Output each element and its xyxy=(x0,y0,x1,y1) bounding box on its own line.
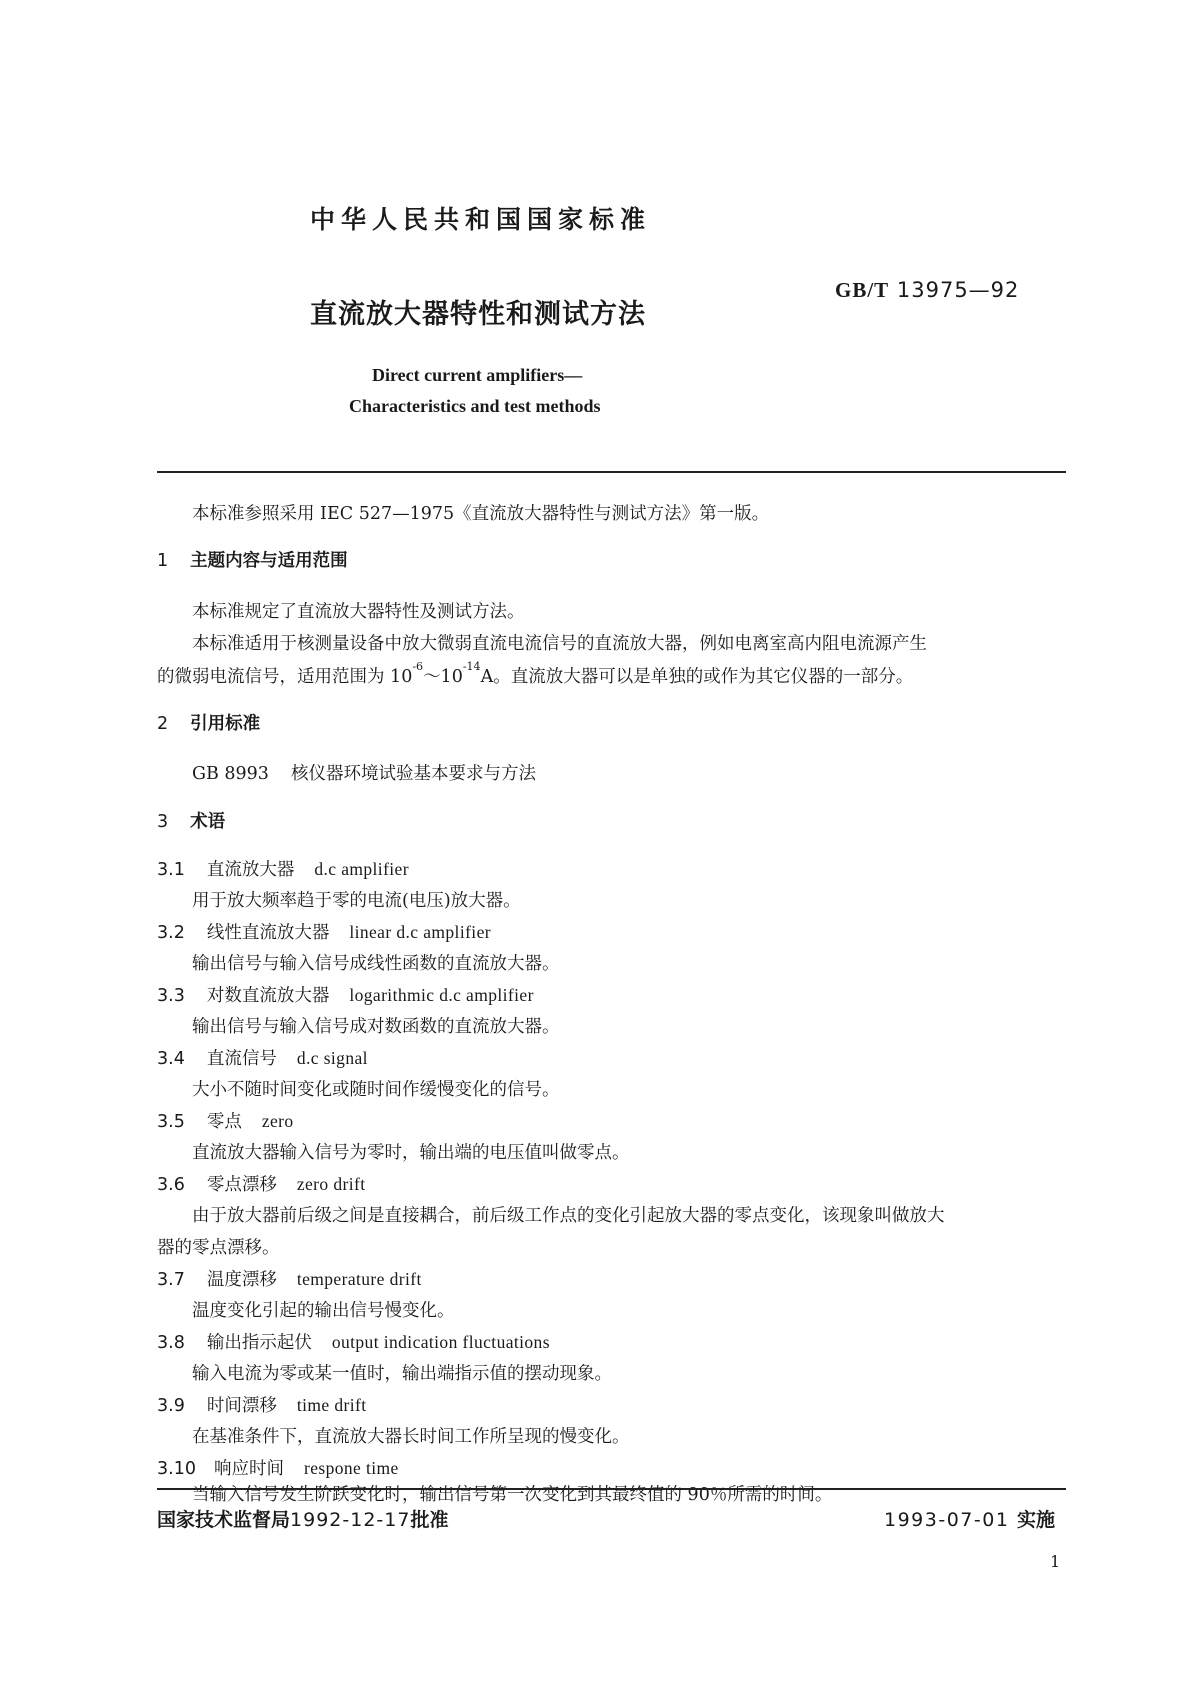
section-1-paragraph-1: 本标准规定了直流放大器特性及测试方法。 xyxy=(192,602,525,622)
term-3-6 xyxy=(157,1171,365,1196)
range-text-mid: ～10 xyxy=(423,667,463,687)
term-name-en: linear d.c amplifier xyxy=(349,922,491,942)
approval-date: 1992-12-17 xyxy=(290,1509,411,1531)
effective-word: 实施 xyxy=(1016,1509,1055,1531)
term-3-7-definition: 温度变化引起的输出信号慢变化。 xyxy=(192,1301,455,1321)
term-name-en: zero drift xyxy=(296,1174,366,1194)
national-standard-heading: 中华人民共和国国家标准 xyxy=(310,205,652,234)
term-name-en: zero xyxy=(261,1111,294,1131)
term-name-zh: 零点 xyxy=(206,1112,242,1132)
term-name-en: logarithmic d.c amplifier xyxy=(349,985,534,1005)
term-3-1-definition: 用于放大频率趋于零的电流(电压)放大器。 xyxy=(192,891,521,911)
reference-title: 核仪器环境试验基本要求与方法 xyxy=(290,764,536,784)
section-2-heading xyxy=(157,710,260,735)
page-number: 1 xyxy=(1050,1552,1061,1571)
term-3-2 xyxy=(157,919,491,944)
approval-line xyxy=(157,1505,448,1532)
section-1-heading xyxy=(157,547,348,572)
term-3-5 xyxy=(157,1108,294,1133)
term-number: 3.5 xyxy=(157,1112,185,1132)
term-3-4 xyxy=(157,1045,368,1070)
term-3-3 xyxy=(157,982,534,1007)
term-name-en: temperature drift xyxy=(296,1269,422,1289)
section-3-title: 术语 xyxy=(190,812,226,832)
section-1-number: 1 xyxy=(157,551,169,571)
term-name-en: d.c signal xyxy=(296,1048,368,1068)
term-3-3-definition: 输出信号与输入信号成对数函数的直流放大器。 xyxy=(192,1017,560,1037)
term-number: 3.8 xyxy=(157,1333,185,1353)
term-number: 3.2 xyxy=(157,923,185,943)
term-name-zh: 零点漂移 xyxy=(206,1175,277,1195)
term-number: 3.4 xyxy=(157,1049,185,1069)
section-2-number: 2 xyxy=(157,714,169,734)
approval-organization: 国家技术监督局 xyxy=(157,1509,291,1531)
document-title-zh: 直流放大器特性和测试方法 xyxy=(310,299,646,330)
standard-code-number: 13975—92 xyxy=(896,278,1020,302)
reference-code: GB 8993 xyxy=(192,764,269,784)
effective-line xyxy=(884,1505,1055,1532)
section-3-heading xyxy=(157,808,225,833)
term-number: 3.9 xyxy=(157,1396,185,1416)
term-3-9-definition: 在基准条件下，直流放大器长时间工作所呈现的慢变化。 xyxy=(192,1427,630,1447)
term-3-4-definition: 大小不随时间变化或随时间作缓慢变化的信号。 xyxy=(192,1080,560,1100)
normative-reference xyxy=(192,760,536,785)
section-3-number: 3 xyxy=(157,812,169,832)
term-3-7 xyxy=(157,1266,422,1291)
term-name-en: d.c amplifier xyxy=(314,859,409,879)
term-3-10 xyxy=(157,1455,399,1480)
range-exponent-high: -14 xyxy=(462,660,481,673)
term-number: 3.10 xyxy=(157,1459,196,1479)
range-text-post: A。直流放大器可以是单独的或作为其它仪器的一部分。 xyxy=(480,667,914,687)
term-3-1 xyxy=(157,856,409,881)
term-name-zh: 温度漂移 xyxy=(206,1270,277,1290)
term-3-10-definition: 当输入信号发生阶跃变化时，输出信号第一次变化到其最终值的 90％所需的时间。 xyxy=(192,1481,832,1506)
standard-code xyxy=(835,278,1019,303)
term-3-6-definition-line-2: 器的零点漂移。 xyxy=(157,1238,280,1258)
term-name-zh: 输出指示起伏 xyxy=(206,1333,312,1353)
section-2-title: 引用标准 xyxy=(190,714,261,734)
term-number: 3.1 xyxy=(157,860,185,880)
section-1-paragraph-2-line-1: 本标准适用于核测量设备中放大微弱直流电流信号的直流放大器，例如电离室高内阻电流源产生 xyxy=(192,634,927,654)
term-number: 3.6 xyxy=(157,1175,185,1195)
effective-date: 1993-07-01 xyxy=(884,1509,1010,1531)
range-exponent-low: -6 xyxy=(412,660,424,673)
term-name-zh: 直流信号 xyxy=(206,1049,277,1069)
document-title-en-line2: Characteristics and test methods xyxy=(349,396,601,416)
term-name-zh: 线性直流放大器 xyxy=(206,923,330,943)
term-3-5-definition: 直流放大器输入信号为零时，输出端的电压值叫做零点。 xyxy=(192,1143,630,1163)
approval-word: 批准 xyxy=(410,1509,449,1531)
term-number: 3.7 xyxy=(157,1270,185,1290)
term-name-zh: 时间漂移 xyxy=(206,1396,277,1416)
section-1-paragraph-2-line-2 xyxy=(157,660,914,688)
header-rule xyxy=(157,471,1066,473)
term-name-en: time drift xyxy=(296,1395,367,1415)
intro-paragraph: 本标准参照采用 IEC 527—1975《直流放大器特性与测试方法》第一版。 xyxy=(192,504,770,524)
term-3-8 xyxy=(157,1329,550,1354)
term-3-6-definition-line-1: 由于放大器前后级之间是直接耦合，前后级工作点的变化引起放大器的零点变化，该现象叫做放大 xyxy=(192,1206,945,1226)
document-title-en-line1: Direct current amplifiers— xyxy=(372,365,583,385)
term-3-9 xyxy=(157,1392,366,1417)
term-name-zh: 响应时间 xyxy=(213,1459,284,1479)
footer-rule xyxy=(157,1488,1066,1490)
section-1-title: 主题内容与适用范围 xyxy=(190,551,348,571)
standard-code-prefix: GB/T xyxy=(835,278,890,302)
term-name-zh: 直流放大器 xyxy=(206,860,295,880)
term-name-en: respone time xyxy=(303,1458,399,1478)
term-name-zh: 对数直流放大器 xyxy=(206,986,330,1006)
term-name-en: output indication fluctuations xyxy=(331,1332,550,1352)
term-number: 3.3 xyxy=(157,986,185,1006)
range-text-pre: 的微弱电流信号，适用范围为 10 xyxy=(157,667,413,687)
term-3-2-definition: 输出信号与输入信号成线性函数的直流放大器。 xyxy=(192,954,560,974)
term-3-8-definition: 输入电流为零或某一值时，输出端指示值的摆动现象。 xyxy=(192,1364,612,1384)
